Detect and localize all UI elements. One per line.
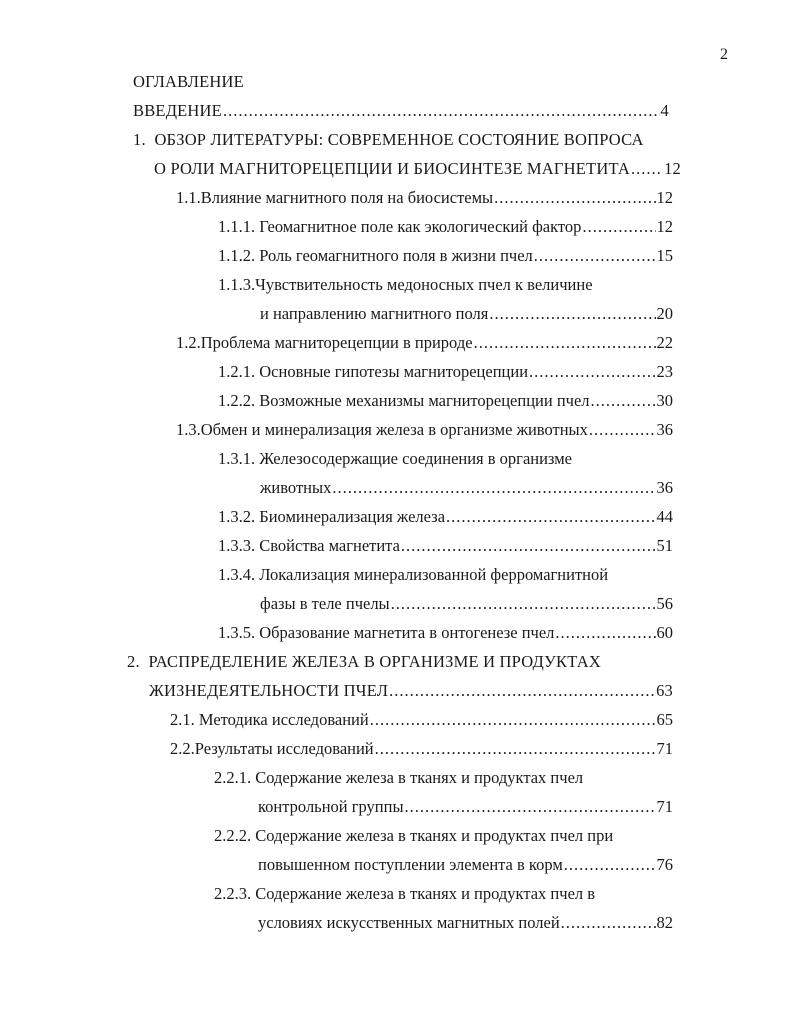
toc-entry-1-2-1 (218, 362, 673, 382)
toc-entry-title: Свойства магнетита (259, 536, 400, 555)
toc-entry-1-1-3-cont (260, 304, 673, 324)
toc-entry-title: Железосодержащие соединения в организме (259, 449, 572, 468)
toc-entry-1-3-3 (218, 536, 673, 556)
toc-entry-page: 65 (656, 710, 673, 729)
toc-entry-number: 1.3.1. (218, 449, 256, 468)
toc-entry-1-3 (176, 420, 673, 440)
toc-entry-1-1 (176, 188, 673, 208)
toc-entry-number: 2.2.2. (214, 826, 252, 845)
toc-entry-1-3-2 (218, 507, 673, 527)
toc-leader (561, 913, 656, 933)
toc-entry-page: 12 (656, 188, 673, 207)
toc-entry-title: Возможные механизмы магниторецепции пчел (259, 391, 590, 410)
toc-entry-number: 1.1.3. (218, 275, 256, 294)
toc-entry-number: 1.1.2. (218, 246, 256, 265)
toc-entry-page: 22 (656, 333, 673, 352)
toc-entry-number: 1.2. (176, 333, 201, 352)
toc-leader (375, 739, 656, 759)
toc-entry-title: Образование магнетита в онтогенезе пчел (259, 623, 555, 642)
toc-entry-1-1-3 (218, 275, 593, 295)
toc-leader (564, 855, 656, 875)
toc-entry-page: 60 (656, 623, 673, 642)
toc-entry-2-2-3-cont (258, 913, 673, 933)
toc-entry-page: 4 (660, 101, 669, 120)
toc-entry-title: Обмен и минерализация железа в организме животных (200, 420, 588, 439)
page-number: 2 (720, 46, 728, 63)
toc-entry-page: 20 (656, 304, 673, 323)
toc-entry-page: 71 (656, 739, 673, 758)
toc-entry-page: 15 (656, 246, 673, 265)
toc-entry-title: ВВЕДЕНИЕ (133, 101, 222, 120)
toc-entry-page: 12 (664, 159, 681, 178)
toc-entry-title: Результаты исследований (194, 739, 374, 758)
toc-entry-title: ОБЗОР ЛИТЕРАТУРЫ: СОВРЕМЕННОЕ СОСТОЯНИЕ ВОПРОСА (154, 130, 644, 149)
toc-entry-page: 12 (656, 217, 673, 236)
toc-leader (391, 594, 656, 614)
toc-entry-title: Влияние магнитного поля на биосистемы (200, 188, 494, 207)
toc-leader (529, 362, 655, 382)
toc-leader (591, 391, 656, 411)
toc-leader (389, 681, 655, 701)
toc-entry-chapter-2-cont (149, 681, 673, 701)
toc-heading: ОГЛАВЛЕНИЕ (133, 72, 244, 91)
toc-entry-title: Биоминерализация железа (259, 507, 446, 526)
toc-entry-number: 1.1.1. (218, 217, 256, 236)
toc-entry-number: 1.1. (176, 188, 201, 207)
toc-entry-1-3-5 (218, 623, 673, 643)
toc-entry-chapter-1 (133, 130, 644, 150)
toc-entry-2-2-1-cont (258, 797, 673, 817)
toc-leader (401, 536, 656, 556)
toc-entry-number: 2.2.3. (214, 884, 252, 903)
toc-entry-title: и направлению магнитного поля (260, 304, 489, 323)
toc-entry-2-2-3 (214, 884, 595, 904)
toc-entry-introduction (133, 101, 669, 121)
toc-entry-title: Содержание железа в тканях и продуктах пчел в (255, 884, 596, 903)
toc-leader (332, 478, 655, 498)
toc-entry-title: контрольной группы (258, 797, 404, 816)
toc-entry-title: Основные гипотезы магниторецепции (259, 362, 529, 381)
toc-entry-2-1 (170, 710, 673, 730)
toc-entry-page: 23 (656, 362, 673, 381)
toc-entry-title: повышенном поступлении элемента в корм (258, 855, 563, 874)
toc-entry-number: 1.3.3. (218, 536, 256, 555)
toc-leader (223, 101, 660, 121)
toc-entry-1-2-2 (218, 391, 673, 411)
toc-entry-1-3-4 (218, 565, 608, 585)
toc-entry-title: Содержание железа в тканях и продуктах пчел при (255, 826, 614, 845)
toc-entry-page: 44 (656, 507, 673, 526)
toc-entry-title: Чувствительность медоносных пчел к величине (255, 275, 593, 294)
toc-entry-title: Методика исследований (198, 710, 369, 729)
toc-leader (405, 797, 656, 817)
toc-entry-title: Локализация минерализованной ферромагнитной (259, 565, 609, 584)
toc-entry-number: 1.3. (176, 420, 201, 439)
toc-entry-number: 2.2. (170, 739, 195, 758)
toc-entry-title: Роль геомагнитного поля в жизни пчел (259, 246, 533, 265)
toc-entry-2-2-2-cont (258, 855, 673, 875)
toc-entry-number: 2.2.1. (214, 768, 252, 787)
toc-leader (582, 217, 655, 237)
toc-leader (555, 623, 655, 643)
toc-entry-1-1-1 (218, 217, 673, 237)
toc-entry-title: фазы в теле пчелы (260, 594, 390, 613)
toc-leader (589, 420, 656, 440)
toc-entry-2-2 (170, 739, 673, 759)
toc-leader (489, 304, 655, 324)
toc-entry-2-2-2 (214, 826, 613, 846)
toc-entry-number: 1.3.2. (218, 507, 256, 526)
toc-leader (474, 333, 656, 353)
toc-entry-1-1-2 (218, 246, 673, 266)
toc-entry-page: 51 (656, 536, 673, 555)
toc-entry-1-3-4-cont (260, 594, 673, 614)
toc-entry-number: 1. (133, 130, 146, 149)
toc-entry-2-2-1 (214, 768, 583, 788)
toc-entry-title: животных (260, 478, 332, 497)
toc-entry-title: Геомагнитное поле как экологический фактор (259, 217, 582, 236)
toc-leader (446, 507, 655, 527)
toc-leader (631, 159, 663, 179)
toc-entry-page: 56 (656, 594, 673, 613)
toc-entry-1-3-1-cont (260, 478, 673, 498)
toc-leader (370, 710, 656, 730)
toc-leader (534, 246, 656, 266)
toc-entry-title: О РОЛИ МАГНИТОРЕЦЕПЦИИ И БИОСИНТЕЗЕ МАГНЕТИТА (154, 159, 631, 178)
toc-entry-title: Содержание железа в тканях и продуктах пчел (255, 768, 584, 787)
toc-entry-title: РАСПРЕДЕЛЕНИЕ ЖЕЛЕЗА В ОРГАНИЗМЕ И ПРОДУКТАХ (148, 652, 601, 671)
toc-entry-page: 63 (656, 681, 673, 700)
toc-entry-page: 36 (656, 420, 673, 439)
toc-entry-number: 1.3.5. (218, 623, 256, 642)
toc-entry-page: 82 (656, 913, 673, 932)
toc-entry-title: условиях искусственных магнитных полей (258, 913, 560, 932)
toc-entry-chapter-1-cont (154, 159, 681, 179)
toc-entry-1-3-1 (218, 449, 572, 469)
toc-entry-number: 1.2.2. (218, 391, 256, 410)
toc-entry-title: Проблема магниторецепции в природе (200, 333, 473, 352)
toc-entry-number: 2.1. (170, 710, 195, 729)
toc-entry-title: ЖИЗНЕДЕЯТЕЛЬНОСТИ ПЧЕЛ (149, 681, 389, 700)
toc-entry-page: 30 (656, 391, 673, 410)
toc-entry-page: 76 (656, 855, 673, 874)
toc-entry-number: 1.3.4. (218, 565, 256, 584)
toc-entry-number: 2. (127, 652, 140, 671)
toc-entry-chapter-2 (127, 652, 601, 672)
toc-leader (494, 188, 655, 208)
toc-entry-page: 36 (656, 478, 673, 497)
toc-entry-page: 71 (656, 797, 673, 816)
toc-entry-1-2 (176, 333, 673, 353)
toc-entry-number: 1.2.1. (218, 362, 256, 381)
